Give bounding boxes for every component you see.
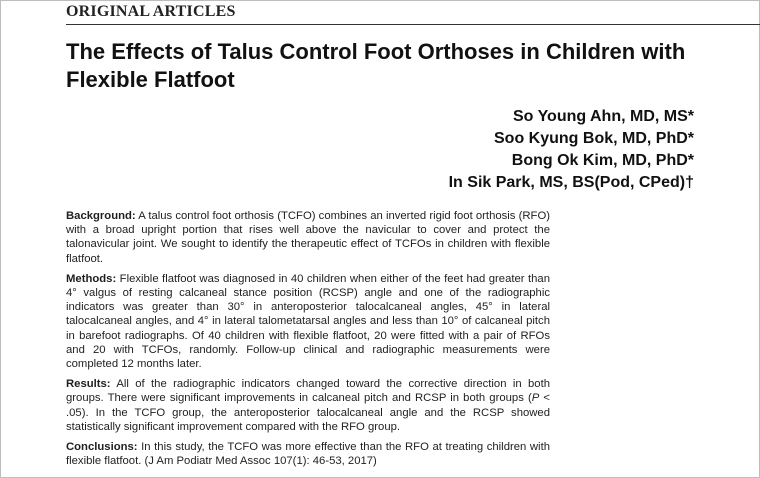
author-3: Bong Ok Kim, MD, PhD* <box>511 152 694 169</box>
conclusions-text: In this study, the TCFO was more effective than the RFO at treating children with flexible flatfoot. (J Am Podiatr Med Assoc 107(1): 46-53, 2017) <box>66 441 550 468</box>
conclusions-label: Conclusions: <box>66 441 138 454</box>
author-2: Soo Kyung Bok, MD, PhD* <box>494 130 694 147</box>
abstract-methods <box>66 272 550 371</box>
methods-text: Flexible flatfoot was diagnosed in 40 children when either of the feet had greater than 4° valgus of resting calcaneal stance position (RCSP) angle and one of the radiographic indicators was greater than 30° in anteroposterior talocalcaneal angles, 45° in lateral talocalcaneal angles, and 4° in lateral talometatarsal angles and less than 10° of calcaneal pitch in barefoot radiographs. Of 40 children with flexible flatfoot, 20 were fitted with a pair of RFOs and 20 with TCFOs, randomly. Follow-up clinical and radiographic measurements were completed 12 months later. <box>66 272 550 371</box>
article-title: The Effects of Talus Control Foot Orthoses in Children with Flexible Flatfoot <box>66 39 686 92</box>
methods-label: Methods: <box>66 272 117 285</box>
abstract-conclusions <box>66 440 550 468</box>
author-4: In Sik Park, MS, BS(Pod, CPed)† <box>448 174 694 191</box>
abstract <box>66 209 550 474</box>
abstract-background <box>66 209 550 266</box>
results-text-1: All of the radiographic indicators changed toward the corrective direction in both groups. There were significant improvements in calcaneal pitch and RCSP in both groups ( <box>66 378 550 405</box>
background-label: Background: <box>66 210 136 222</box>
section-label: ORIGINAL ARTICLES <box>66 3 236 20</box>
results-text-2: < .05). In the TCFO group, the anteroposterior talocalcaneal angle and the RCSP showed statistically significant improvement compared with the RFO group. <box>66 392 550 433</box>
author-list <box>449 106 694 194</box>
abstract-results <box>66 377 550 434</box>
results-p-value: P <box>531 392 540 405</box>
results-label: Results: <box>66 378 111 391</box>
background-text: A talus control foot orthosis (TCFO) combines an inverted rigid foot orthosis (RFO) with a broad upright portion that rises well above the navicular to cover and protect the talonavicular joint. We sought to identify the therapeutic effect of TCFOs in children with flexible flatfoot. <box>66 210 551 265</box>
author-1: So Young Ahn, MD, MS* <box>512 108 694 125</box>
section-rule <box>66 24 760 25</box>
